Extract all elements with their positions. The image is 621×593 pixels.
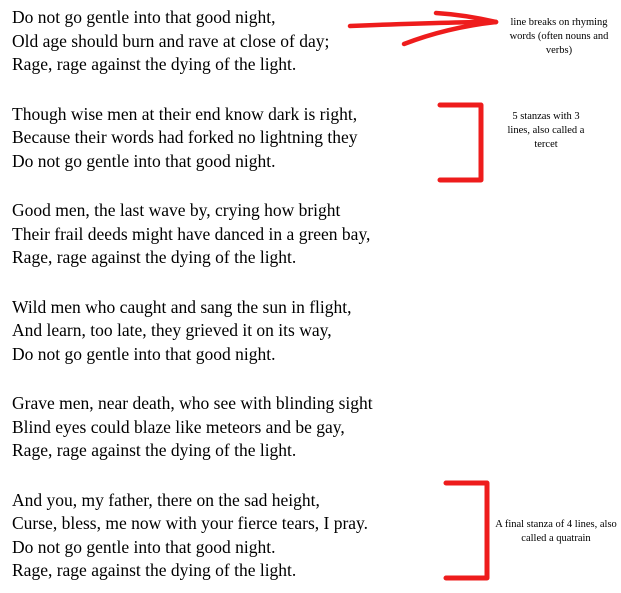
- poem-line: And you, my father, there on the sad height,: [12, 489, 320, 510]
- poem-line: Wild men who caught and sang the sun in flight,: [12, 296, 352, 317]
- stanza-4: [12, 296, 482, 367]
- poem-line: Rage, rage against the dying of the light.: [12, 440, 297, 460]
- annotation-quatrain-note: A final stanza of 4 lines, also called a quatrain: [495, 519, 617, 544]
- poem-line: Good men, the last wave by, crying how bright: [12, 200, 341, 220]
- poem-line: Do not go gentle into that good night,: [12, 7, 276, 27]
- annotation-rhyme-note: line breaks on rhyming words (often nouns and verbs): [509, 17, 609, 56]
- poem-line: Grave men, near death, who see with blinding sight: [12, 393, 373, 413]
- annotation-tercet-note: 5 stanzas with 3 lines, also called a tercet: [507, 111, 585, 150]
- stanza-2: [12, 103, 482, 174]
- poem-line: Do not go gentle into that good night.: [12, 536, 276, 557]
- poem-line: Old age should burn and rave at close of day;: [12, 30, 330, 51]
- poem-line: Rage, rage against the dying of the light.: [12, 560, 297, 580]
- poem-line: Their frail deeds might have danced in a green bay,: [12, 223, 371, 244]
- stanza-1: [12, 6, 482, 77]
- poem-line: Blind eyes could blaze like meteors and be gay,: [12, 416, 345, 437]
- poem-line: Rage, rage against the dying of the light.: [12, 54, 297, 74]
- poem-line: Do not go gentle into that good night.: [12, 343, 276, 364]
- poem-line: Because their words had forked no lightning they: [12, 127, 358, 147]
- poem-line: And learn, too late, they grieved it on its way,: [12, 320, 332, 340]
- stanza-5: [12, 392, 482, 463]
- poem-line: Curse, bless, me now with your fierce tears, I pray.: [12, 513, 369, 533]
- poem-body: [12, 6, 482, 583]
- poem-line: Rage, rage against the dying of the light.: [12, 247, 297, 267]
- poem-line: Do not go gentle into that good night.: [12, 150, 276, 171]
- poem-line: Though wise men at their end know dark is right,: [12, 103, 358, 124]
- stanza-6: [12, 489, 482, 583]
- stanza-3: [12, 199, 482, 270]
